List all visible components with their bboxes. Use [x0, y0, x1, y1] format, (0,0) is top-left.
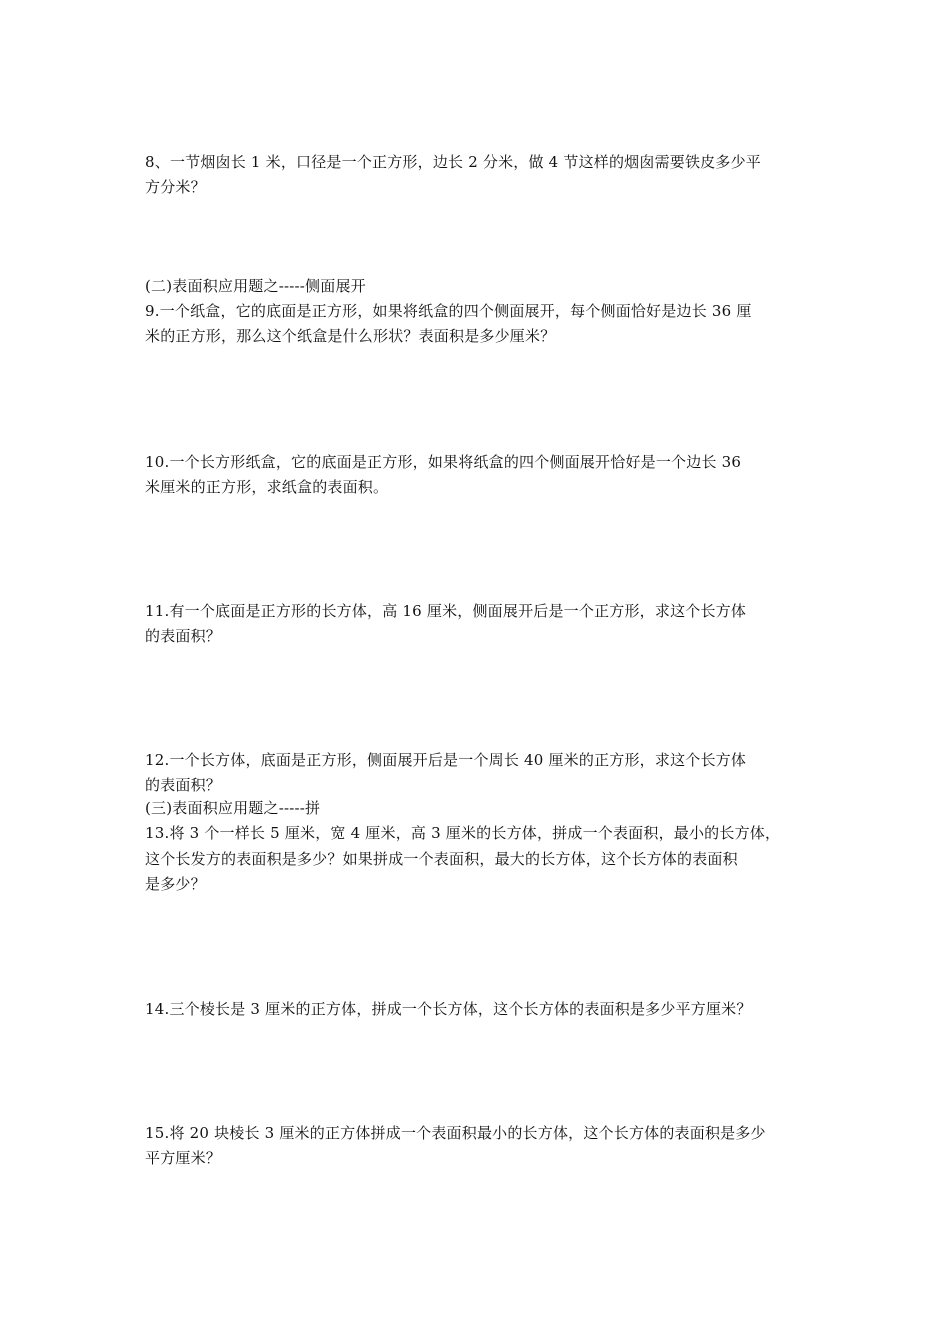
question-11-line-1: 11.有一个底面是正方形的长方体，高 16 厘米，侧面展开后是一个正方形，求这个长方体 — [145, 602, 747, 620]
question-8-line-1: 8、一节烟囱长 1 米，口径是一个正方形，边长 2 分米，做 4 节这样的烟囱需要铁皮多少平 — [145, 153, 761, 171]
question-13-line-2: 这个长发方的表面积是多少？如果拼成一个表面积，最大的长方体，这个长方体的表面积 — [145, 850, 738, 868]
question-8-line-2: 方分米？ — [145, 178, 206, 196]
section-2-heading: (二)表面积应用题之-----侧面展开 — [145, 277, 366, 295]
question-12-line-1: 12.一个长方体，底面是正方形，侧面展开后是一个周长 40 厘米的正方形，求这个长方体 — [145, 751, 747, 769]
section-3-heading: (三)表面积应用题之-----拼 — [145, 799, 321, 817]
question-9-line-2: 米的正方形，那么这个纸盒是什么形状？表面积是多少厘米？ — [145, 327, 556, 345]
question-15-line-2: 平方厘米？ — [145, 1149, 222, 1167]
question-14-line-1: 14.三个棱长是 3 厘米的正方体，拼成一个长方体，这个长方体的表面积是多少平方厘米？ — [145, 1000, 752, 1018]
question-10-line-1: 10.一个长方形纸盒，它的底面是正方形，如果将纸盒的四个侧面展开恰好是一个边长 36 — [145, 453, 742, 471]
question-13-line-1: 13.将 3 个一样长 5 厘米，宽 4 厘米，高 3 厘米的长方体，拼成一个表面积，最小的长方体， — [145, 824, 781, 842]
question-15-line-1: 15.将 20 块棱长 3 厘米的正方体拼成一个表面积最小的长方体，这个长方体的表面积是多少 — [145, 1124, 766, 1142]
question-13-line-3: 是多少？ — [145, 875, 206, 893]
question-11-line-2: 的表面积？ — [145, 627, 222, 645]
question-9-line-1: 9.一个纸盒，它的底面是正方形，如果将纸盒的四个侧面展开，每个侧面恰好是边长 36 厘 — [145, 302, 752, 320]
question-10-line-2: 米厘米的正方形，求纸盒的表面积。 — [145, 478, 389, 496]
question-12-line-2: 的表面积？ — [145, 776, 222, 794]
